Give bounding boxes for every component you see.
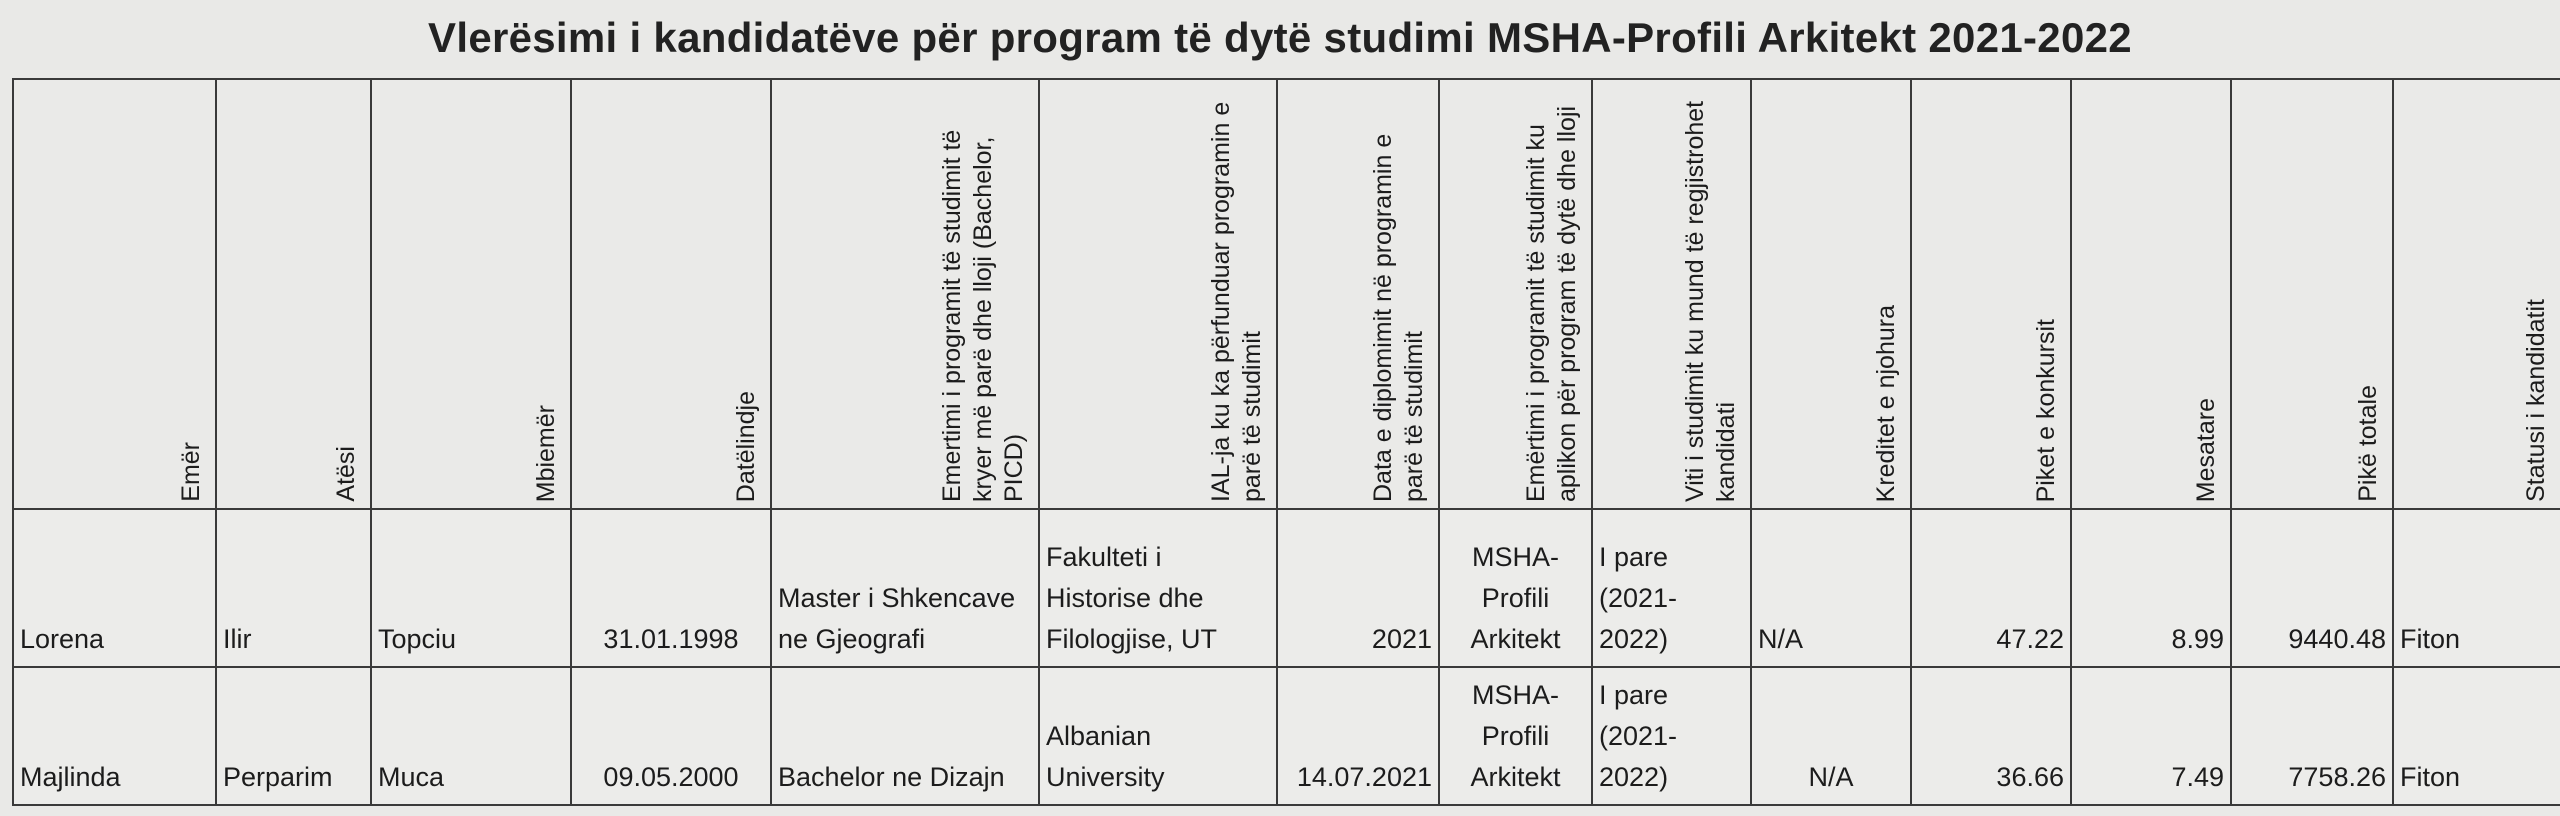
header-program-i-pare: Emertimi i programit të studimit të kryer më parë dhe lloji (Bachelor, PICD) [771, 79, 1039, 509]
cell-mbiemer: Topciu [371, 509, 571, 667]
cell-data-diplomimit: 14.07.2021 [1277, 667, 1439, 805]
cell-mbiemer: Muca [371, 667, 571, 805]
header-pike-totale: Pikë totale [2231, 79, 2393, 509]
cell-statusi: Fiton [2393, 667, 2560, 805]
cell-emer: Lorena [13, 509, 216, 667]
header-emer: Emër [13, 79, 216, 509]
header-atesi: Atësi [216, 79, 371, 509]
cell-program-i-dyte: MSHA-Profili Arkitekt [1439, 509, 1592, 667]
cell-atesi: Ilir [216, 509, 371, 667]
header-viti: Viti i studimit ku mund të regjistrohet kandidati [1592, 79, 1751, 509]
cell-kreditet: N/A [1751, 667, 1911, 805]
header-mbiemer: Mbiemër [371, 79, 571, 509]
cell-emer: Majlinda [13, 667, 216, 805]
cell-pike-totale: 7758.26 [2231, 667, 2393, 805]
header-statusi: Statusi i kandidatit [2393, 79, 2560, 509]
cell-kreditet: N/A [1751, 509, 1911, 667]
header-datelindje: Datëlindje [571, 79, 771, 509]
cell-atesi: Perparim [216, 667, 371, 805]
header-row [13, 79, 2560, 509]
header-mesatare: Mesatare [2071, 79, 2231, 509]
header-piket: Piket e konkursit [1911, 79, 2071, 509]
cell-viti: I pare (2021-2022) [1592, 509, 1751, 667]
cell-datelindje: 09.05.2000 [571, 667, 771, 805]
cell-pike-totale: 9440.48 [2231, 509, 2393, 667]
cell-piket: 47.22 [1911, 509, 2071, 667]
cell-program-i-dyte: MSHA-Profili Arkitekt [1439, 667, 1592, 805]
cell-mesatare: 8.99 [2071, 509, 2231, 667]
header-ial: IAL-ja ku ka përfunduar programin e parë të studimit [1039, 79, 1277, 509]
candidates-table [12, 78, 2560, 806]
cell-piket: 36.66 [1911, 667, 2071, 805]
document-title: Vlerësimi i kandidatëve për program të dytë studimi MSHA-Profili Arkitekt 2021-2022 [428, 14, 2132, 61]
table-row [13, 509, 2560, 667]
cell-datelindje: 31.01.1998 [571, 509, 771, 667]
cell-program-i-pare: Bachelor ne Dizajn [771, 667, 1039, 805]
header-kreditet: Kreditet e njohura [1751, 79, 1911, 509]
header-program-i-dyte: Emërtimi i programit të studimit ku aplikon për program të dytë dhe lloji [1439, 79, 1592, 509]
cell-statusi: Fiton [2393, 509, 2560, 667]
cell-viti: I pare (2021-2022) [1592, 667, 1751, 805]
header-data-diplomimit: Data e diplomimit në programin e parë të studimit [1277, 79, 1439, 509]
table-row [13, 667, 2560, 805]
cell-mesatare: 7.49 [2071, 667, 2231, 805]
cell-ial: Fakulteti i Historise dhe Filologjise, UT [1039, 509, 1277, 667]
cell-ial: Albanian University [1039, 667, 1277, 805]
cell-program-i-pare: Master i Shkencave ne Gjeografi [771, 509, 1039, 667]
cell-data-diplomimit: 2021 [1277, 509, 1439, 667]
